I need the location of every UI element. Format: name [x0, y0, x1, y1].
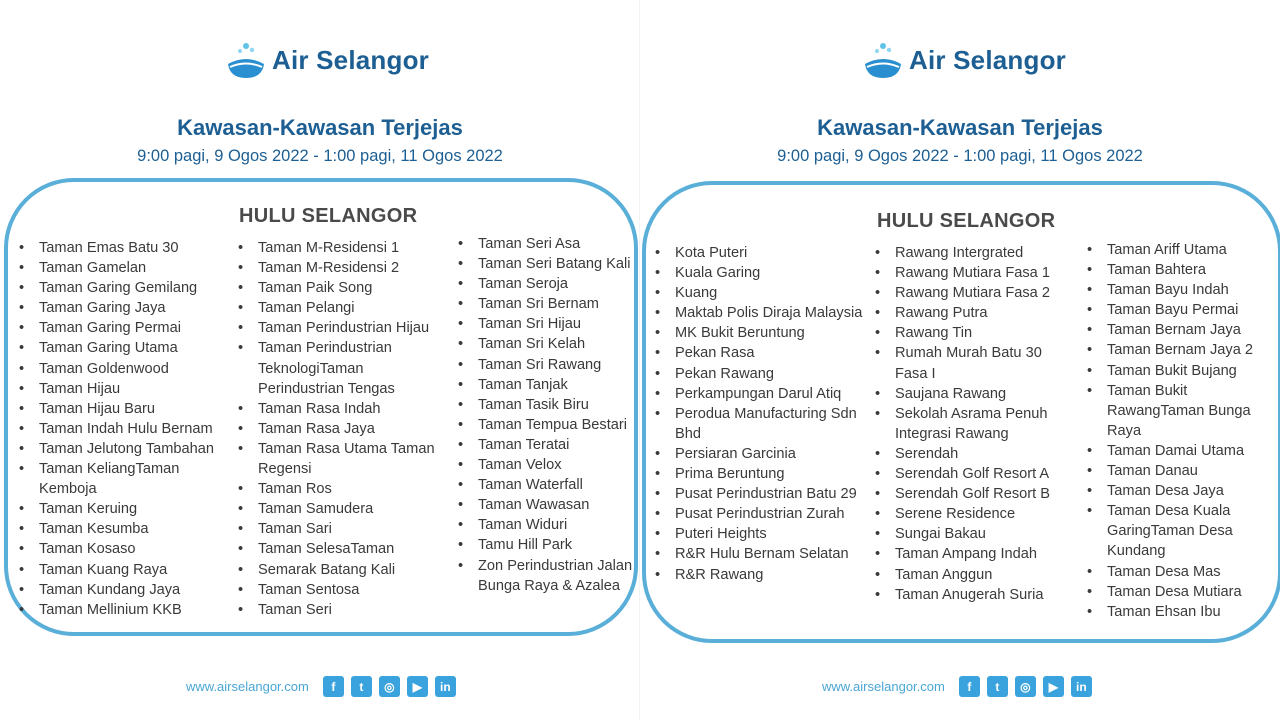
list-item: • Taman Sri Bernam [458, 294, 638, 314]
list-item: • Taman Velox [458, 455, 638, 475]
list-item: • Taman Garing Permai [19, 318, 234, 338]
list-item: • Taman Garing Jaya [19, 298, 234, 318]
list-item: • Taman Rasa Indah [238, 399, 453, 419]
list-item: • Kota Puteri [655, 243, 870, 263]
page-title: Kawasan-Kawasan Terjejas [817, 115, 1103, 140]
list-item: • Taman Anggun [875, 565, 1075, 585]
list-item: • Pusat Perindustrian Zurah [655, 504, 870, 524]
twitter-icon[interactable]: t [351, 676, 372, 697]
list-item: • Taman Bernam Jaya 2 [1087, 340, 1277, 360]
list-item: • Sekolah Asrama Penuh Integrasi Rawang [875, 404, 1075, 444]
list-item: • Taman M-Residensi 2 [238, 258, 453, 278]
list-item: • Taman Waterfall [458, 475, 638, 495]
list-item: • Pekan Rasa [655, 343, 870, 363]
list-item: • Taman Sri Hijau [458, 314, 638, 334]
area-list-col2 [238, 238, 453, 620]
list-item: • Saujana Rawang [875, 384, 1075, 404]
list-item: • Taman Desa Kuala GaringTaman Desa Kundang [1087, 501, 1277, 561]
footer [186, 676, 463, 697]
list-item: • Taman Widuri [458, 515, 638, 535]
list-item: • Pusat Perindustrian Batu 29 [655, 484, 870, 504]
list-item: • Maktab Polis Diraja Malaysia [655, 303, 870, 323]
list-item: • Taman Ros [238, 479, 453, 499]
list-item: • Taman Rasa Utama Taman Regensi [238, 439, 453, 479]
brand-name: Air Selangor [909, 44, 1066, 75]
list-item: • Taman Ampang Indah [875, 544, 1075, 564]
list-item: • Rawang Intergrated [875, 243, 1075, 263]
list-item: • Sungai Bakau [875, 524, 1075, 544]
list-item: • Taman Anugerah Suria [875, 585, 1075, 605]
list-item: • R&R Rawang [655, 565, 870, 585]
list-item: • Zon Perindustrian Jalan Bunga Raya & Azalea [458, 556, 638, 596]
list-item: • Rawang Mutiara Fasa 2 [875, 283, 1075, 303]
list-item: • Taman Paik Song [238, 278, 453, 298]
list-item: • Taman Pelangi [238, 298, 453, 318]
brand-logo [226, 40, 429, 80]
region-heading: HULU SELANGOR [239, 205, 418, 227]
page-subtitle: 9:00 pagi, 9 Ogos 2022 - 1:00 pagi, 11 Ogos 2022 [777, 147, 1143, 165]
list-item: • Taman Bayu Permai [1087, 300, 1277, 320]
instagram-icon[interactable]: ◎ [379, 676, 400, 697]
list-item: • Rawang Tin [875, 323, 1075, 343]
list-item: • Taman Ariff Utama [1087, 240, 1277, 260]
list-item: • Taman Desa Mas [1087, 562, 1277, 582]
list-item: • Taman Tempua Bestari [458, 415, 638, 435]
list-item: • Taman Tanjak [458, 375, 638, 395]
list-item: • MK Bukit Beruntung [655, 323, 870, 343]
area-list-col1 [655, 243, 870, 585]
list-item: • Taman Teratai [458, 435, 638, 455]
list-item: • Taman Rasa Jaya [238, 419, 453, 439]
youtube-icon[interactable]: ▶ [407, 676, 428, 697]
list-item: • Taman Danau [1087, 461, 1277, 481]
list-item: • Persiaran Garcinia [655, 444, 870, 464]
area-list-col1 [19, 238, 234, 620]
list-item: • Taman Ehsan Ibu [1087, 602, 1277, 622]
list-item: • Rumah Murah Batu 30 Fasa I [875, 343, 1075, 383]
list-item: • Taman Desa Jaya [1087, 481, 1277, 501]
area-list-col2 [875, 243, 1075, 605]
youtube-icon[interactable]: ▶ [1043, 676, 1064, 697]
area-list-col3 [458, 234, 638, 596]
brand-logo [863, 40, 1066, 80]
list-item: • Perodua Manufacturing Sdn Bhd [655, 404, 870, 444]
page-title: Kawasan-Kawasan Terjejas [177, 115, 463, 140]
list-item: • Taman Garing Gemilang [19, 278, 234, 298]
list-item: • Puteri Heights [655, 524, 870, 544]
list-item: • Taman Jelutong Tambahan [19, 439, 234, 459]
water-drop-icon [863, 40, 903, 80]
list-item: • Kuang [655, 283, 870, 303]
list-item: • Serendah Golf Resort A [875, 464, 1075, 484]
list-item: • Taman Bukit Bujang [1087, 361, 1277, 381]
list-item: • Taman Sentosa [238, 580, 453, 600]
list-item: • Taman Kundang Jaya [19, 580, 234, 600]
instagram-icon[interactable]: ◎ [1015, 676, 1036, 697]
list-item: • Taman Gamelan [19, 258, 234, 278]
list-item: • Taman Sri Rawang [458, 355, 638, 375]
list-item: • Taman Mellinium KKB [19, 600, 234, 620]
water-drop-icon [226, 40, 266, 80]
footer [822, 676, 1099, 697]
list-item: • Taman Indah Hulu Bernam [19, 419, 234, 439]
list-item: • Tamu Hill Park [458, 535, 638, 555]
list-item: • Serendah [875, 444, 1075, 464]
list-item: • Taman Damai Utama [1087, 441, 1277, 461]
list-item: • Taman Tasik Biru [458, 395, 638, 415]
area-list-col3 [1087, 240, 1277, 622]
list-item: • Taman Bayu Indah [1087, 280, 1277, 300]
list-item: • Rawang Mutiara Fasa 1 [875, 263, 1075, 283]
list-item: • Taman Sri Kelah [458, 334, 638, 354]
list-item: • Taman Keruing [19, 499, 234, 519]
list-item: • Perkampungan Darul Atiq [655, 384, 870, 404]
brand-name: Air Selangor [272, 44, 429, 75]
website-link[interactable]: www.airselangor.com [822, 679, 945, 694]
list-item: • Taman Kosaso [19, 539, 234, 559]
list-item: • Taman Seroja [458, 274, 638, 294]
list-item: • Kuala Garing [655, 263, 870, 283]
list-item: • Taman Perindustrian TeknologiTaman Perindustrian Tengas [238, 338, 453, 398]
list-item: • Taman Seri [238, 600, 453, 620]
list-item: • Taman Hijau Baru [19, 399, 234, 419]
list-item: • Taman KeliangTaman Kemboja [19, 459, 234, 499]
list-item: • Serene Residence [875, 504, 1075, 524]
list-item: • Taman Bukit RawangTaman Bunga Raya [1087, 381, 1277, 441]
list-item: • Taman Emas Batu 30 [19, 238, 234, 258]
region-heading: HULU SELANGOR [877, 210, 1056, 232]
website-link[interactable]: www.airselangor.com [186, 679, 309, 694]
list-item: • Taman Seri Asa [458, 234, 638, 254]
list-item: • Taman Kuang Raya [19, 560, 234, 580]
list-item: • Taman Samudera [238, 499, 453, 519]
list-item: • Rawang Putra [875, 303, 1075, 323]
list-item: • Serendah Golf Resort B [875, 484, 1075, 504]
list-item: • Taman Bernam Jaya [1087, 320, 1277, 340]
facebook-icon[interactable]: f [323, 676, 344, 697]
list-item: • Taman Garing Utama [19, 338, 234, 358]
list-item: • Taman M-Residensi 1 [238, 238, 453, 258]
linkedin-icon[interactable]: in [435, 676, 456, 697]
list-item: • Semarak Batang Kali [238, 560, 453, 580]
list-item: • Pekan Rawang [655, 364, 870, 384]
list-item: • Taman Hijau [19, 379, 234, 399]
right-panel [640, 0, 1280, 720]
list-item: • Taman Perindustrian Hijau [238, 318, 453, 338]
facebook-icon[interactable]: f [959, 676, 980, 697]
list-item: • R&R Hulu Bernam Selatan [655, 544, 870, 564]
list-item: • Taman Desa Mutiara [1087, 582, 1277, 602]
list-item: • Taman Sari [238, 519, 453, 539]
list-item: • Taman Goldenwood [19, 359, 234, 379]
list-item: • Taman SelesaTaman [238, 539, 453, 559]
twitter-icon[interactable]: t [987, 676, 1008, 697]
list-item: • Taman Bahtera [1087, 260, 1277, 280]
page-subtitle: 9:00 pagi, 9 Ogos 2022 - 1:00 pagi, 11 Ogos 2022 [137, 147, 503, 165]
list-item: • Taman Wawasan [458, 495, 638, 515]
list-item: • Taman Seri Batang Kali [458, 254, 638, 274]
list-item: • Taman Kesumba [19, 519, 234, 539]
list-item: • Prima Beruntung [655, 464, 870, 484]
linkedin-icon[interactable]: in [1071, 676, 1092, 697]
